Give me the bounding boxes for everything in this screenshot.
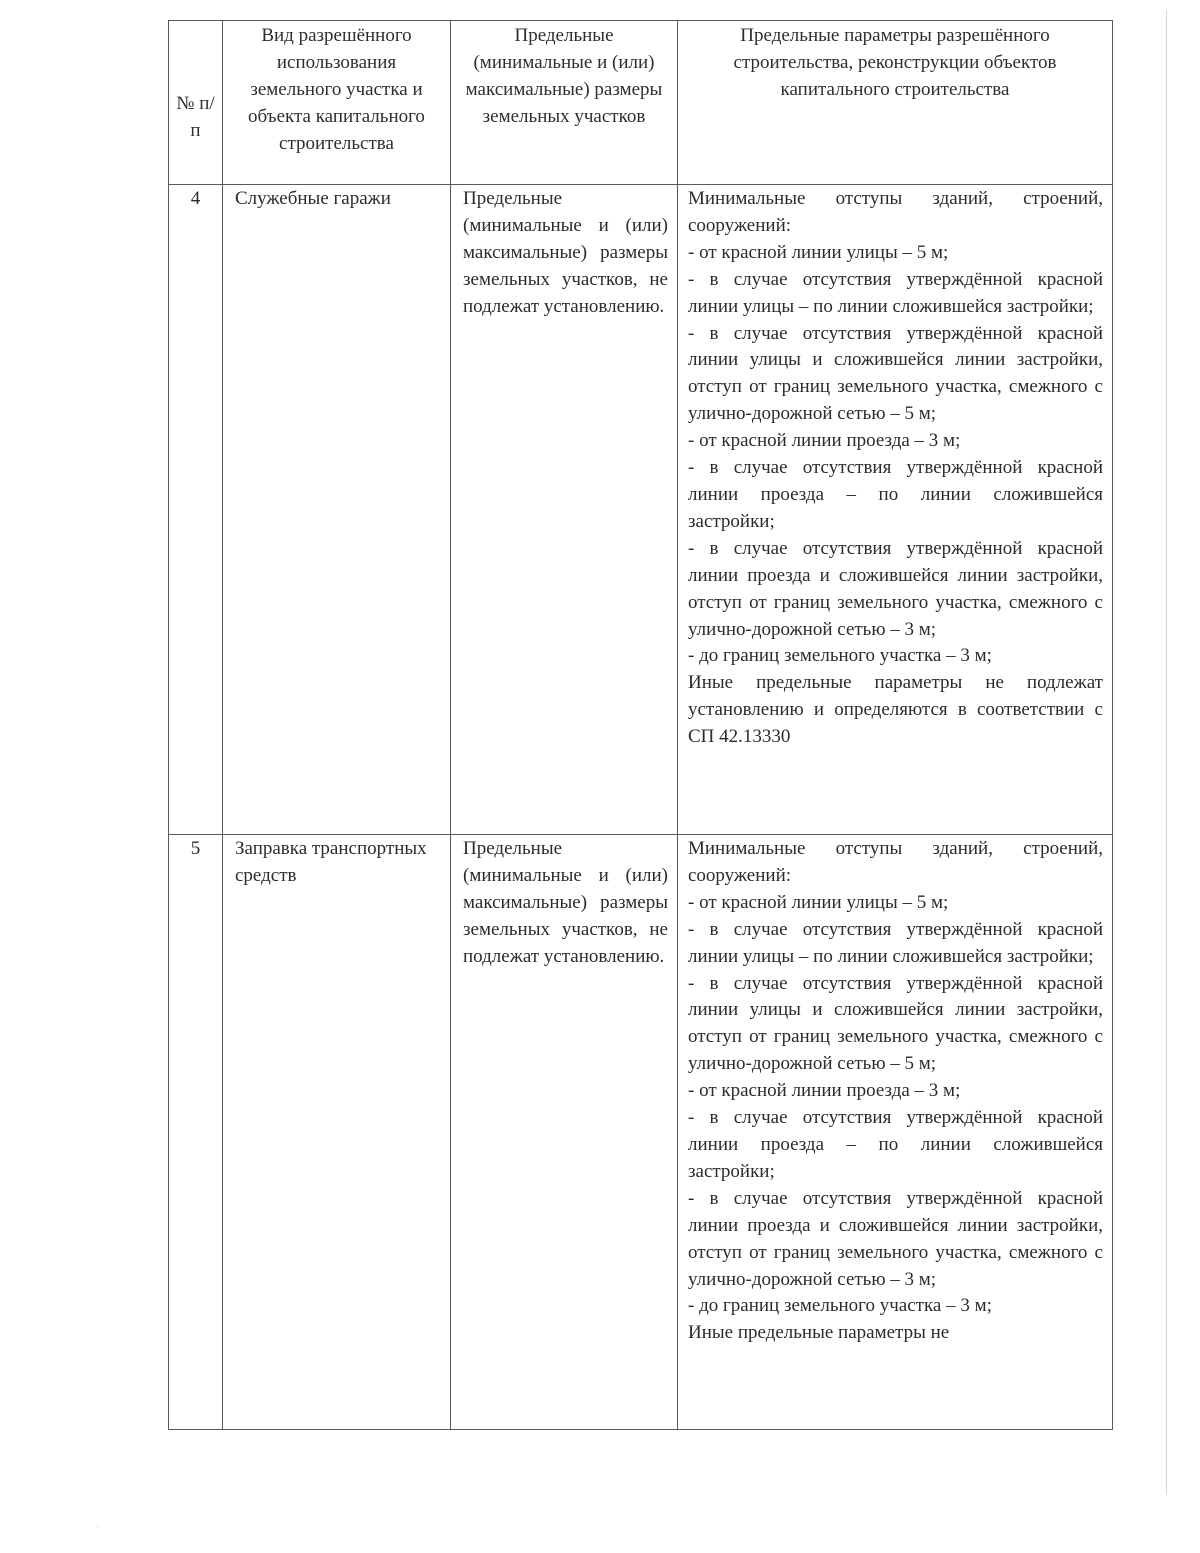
param-line: - в случае отсутствия утверждённой красной линии улицы и сложившейся линии застройки, отступ от границ земельного участка, смежного с улично-дорожной сетью – 5 м; xyxy=(688,972,1103,1075)
param-line: - в случае отсутствия утверждённой красной линии проезда – по линии сложившейся застройки; xyxy=(688,1107,1103,1182)
use-kind: Заправка транспортных средств xyxy=(223,835,451,1430)
param-line: - в случае отсутствия утверждённой красной линии проезда – по линии сложившейся застройки; xyxy=(688,457,1103,532)
header-use-kind: Вид разрешённого использования земельного участка и объекта капитального строительства xyxy=(223,21,451,185)
construction-params xyxy=(678,185,1113,835)
row-number: 4 xyxy=(169,185,223,835)
param-line: - в случае отсутствия утверждённой красной линии проезда и сложившейся линии застройки, отступ от границ земельного участка, смежного с улично-дорожной сетью – 3 м; xyxy=(688,537,1103,640)
param-line: - до границ земельного участка – 3 м; xyxy=(688,1295,992,1317)
table-header-row xyxy=(169,21,1113,185)
param-line: - в случае отсутствия утверждённой красной линии улицы и сложившейся линии застройки, отступ от границ земельного участка, смежного с улично-дорожной сетью – 5 м; xyxy=(688,322,1103,425)
param-line: Иные предельные параметры не xyxy=(688,1322,950,1344)
use-kind: Служебные гаражи xyxy=(223,185,451,835)
plot-sizes: Предельные (минимальные и (или) максимальные) размеры земельных участков, не подлежат установлению. xyxy=(451,185,678,835)
param-line: - в случае отсутствия утверждённой красной линии улицы – по линии сложившейся застройки; xyxy=(688,918,1103,967)
param-line: - от красной линии проезда – 3 м; xyxy=(688,1080,961,1102)
param-line: - от красной линии проезда – 3 м; xyxy=(688,430,961,452)
header-number: № п/п xyxy=(169,21,223,185)
param-line: Минимальные отступы зданий, строений, сооружений: xyxy=(688,188,1103,236)
table-row xyxy=(169,185,1113,835)
scan-speck xyxy=(97,1526,98,1527)
table-row xyxy=(169,835,1113,1430)
param-line: - от красной линии улицы – 5 м; xyxy=(688,241,949,263)
row-number: 5 xyxy=(169,835,223,1430)
param-line: - в случае отсутствия утверждённой красной линии проезда и сложившейся линии застройки, отступ от границ земельного участка, смежного с улично-дорожной сетью – 3 м; xyxy=(688,1187,1103,1290)
page-edge-line xyxy=(1166,10,1167,1495)
construction-params xyxy=(678,835,1113,1430)
regulations-table xyxy=(168,20,1113,1430)
param-line: - от красной линии улицы – 5 м; xyxy=(688,891,949,913)
param-line: Минимальные отступы зданий, строений, сооружений: xyxy=(688,838,1103,886)
param-line: - в случае отсутствия утверждённой красной линии улицы – по линии сложившейся застройки; xyxy=(688,268,1103,317)
header-plot-sizes: Предельные (минимальные и (или) максимальные) размеры земельных участков xyxy=(451,21,678,185)
param-line: - до границ земельного участка – 3 м; xyxy=(688,645,992,667)
header-construction-params: Предельные параметры разрешённого строительства, реконструкции объектов капитального строительства xyxy=(678,21,1113,185)
plot-sizes: Предельные (минимальные и (или) максимальные) размеры земельных участков, не подлежат установлению. xyxy=(451,835,678,1430)
param-line: Иные предельные параметры не подлежат установлению и определяются в соответствии с СП 42.13330 xyxy=(688,672,1103,748)
